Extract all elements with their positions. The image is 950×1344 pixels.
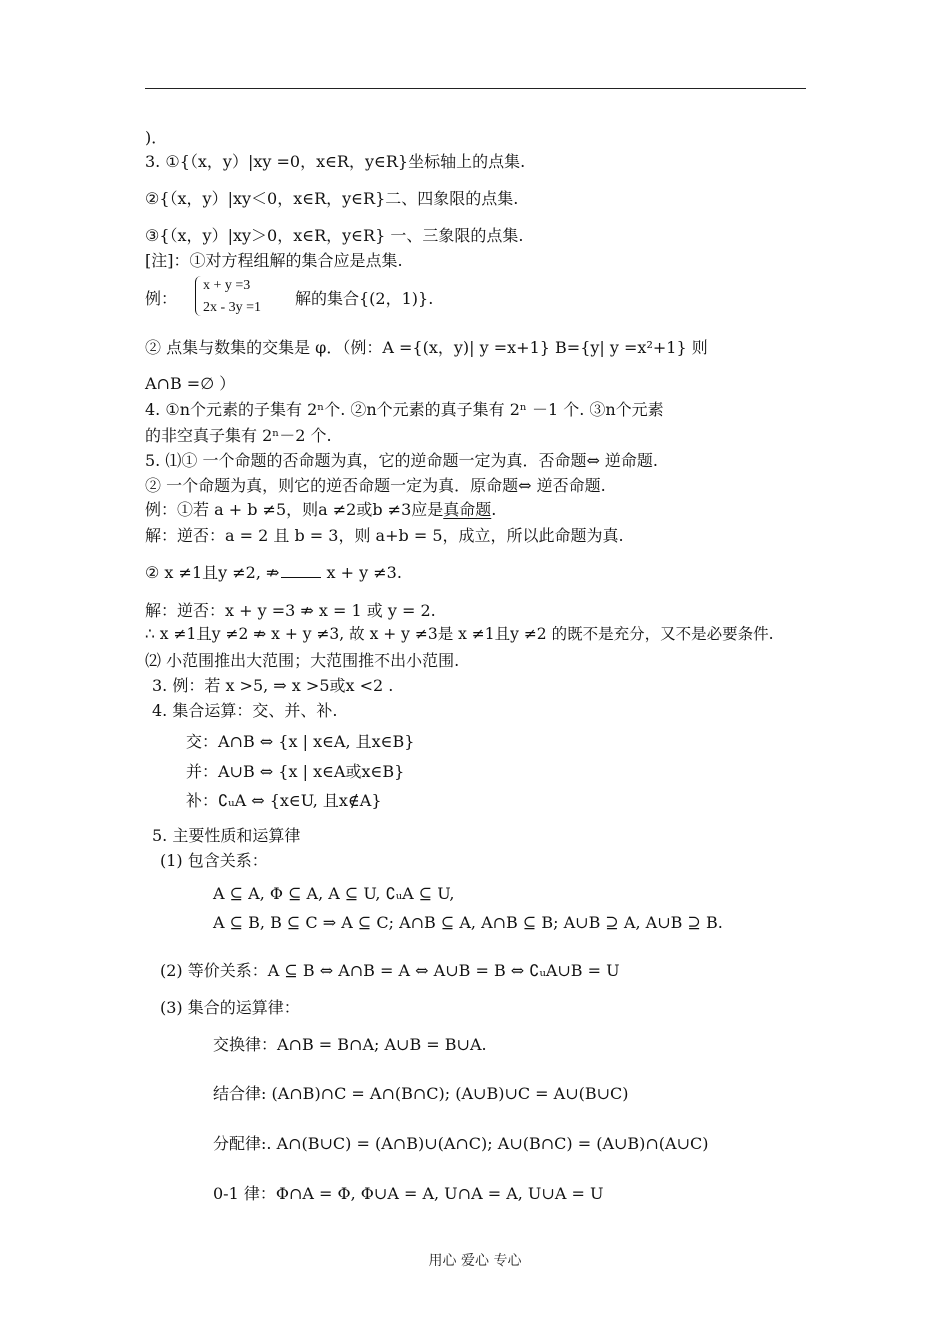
conclusion-text: x + y ≠3.	[321, 563, 402, 582]
subsection-heading: (1) 包含关系：	[160, 851, 268, 870]
equation-1: x + y =3	[203, 278, 251, 293]
text-line: 4. 集合运算：交、并、补.	[152, 701, 338, 720]
formula-inclusion-2: A ⊆ B, B ⊆ C ⇒ A ⊆ C; A∩B ⊆ A, A∩B ⊆ B; A∪B ⊇ A, A∪B ⊇ B.	[213, 913, 723, 932]
example-label: 例：	[145, 289, 178, 308]
text-line: ②{（x，y）|xy＜0，x∈R，y∈R}二、四象限的点集.	[145, 189, 519, 208]
text-line: 3. ①{（x，y）|xy =0，x∈R，y∈R}坐标轴上的点集.	[145, 152, 526, 171]
example-text: 例：①若 a + b ≠5，则a ≠2或b ≠3应是	[145, 500, 444, 519]
underlined-answer: 真命题	[443, 500, 492, 519]
formula-equivalence: (2) 等价关系：A ⊆ B ⇔ A∩B = A ⇔ A∪B = B ⇔ ∁ᵤA∪B = U	[160, 961, 620, 980]
text-line: 解：逆否：x + y =3 ⇏ x = 1 或 y = 2.	[145, 601, 436, 620]
equation-2: 2x - 3y =1	[203, 300, 262, 315]
example-solution: 解的集合{(2，1)}.	[295, 289, 434, 308]
condition-text: ② x ≠1且y ≠2, ⇏	[145, 563, 280, 582]
note-line: [注]：①对方程组解的集合应是点集.	[145, 251, 403, 270]
blank-line	[281, 577, 321, 578]
text-line: ⑵ 小范围推出大范围；大范围推不出小范围.	[145, 651, 460, 670]
text-line: )．	[145, 128, 168, 147]
example-line	[145, 502, 496, 518]
text-line: ② 一个命题为真，则它的逆否命题一定为真．原命题⇔ 逆否命题.	[145, 476, 606, 495]
formula-associative: 结合律: (A∩B)∩C = A∩(B∩C); (A∪B)∪C = A∪(B∪C)	[213, 1084, 629, 1103]
text-line: A∩B =∅ ）	[145, 374, 236, 393]
brace-icon	[195, 276, 202, 316]
formula-union: 并：A∪B ⇔ {x | x∈A或x∈B}	[186, 762, 405, 781]
text-line: 5. ⑴① 一个命题的否命题为真，它的逆命题一定为真．否命题⇔ 逆命题.	[145, 451, 659, 470]
text-line: 解：逆否：a = 2 且 b = 3，则 a+b = 5，成立，所以此命题为真.	[145, 526, 624, 545]
formula-zero-one: 0-1 律：Φ∩A = Φ, Φ∪A = A, U∩A = A, U∪A = U	[213, 1184, 604, 1203]
text-line: ② 点集与数集的交集是 φ．（例：A ={(x，y)| y =x+1} B={y| y =x²+1} 则	[145, 338, 708, 357]
formula-commutative: 交换律：A∩B = B∩A; A∪B = B∪A.	[213, 1035, 487, 1054]
formula-intersection: 交：A∩B ⇔ {x | x∈A, 且x∈B}	[186, 732, 415, 751]
text-line: ∴ x ≠1且y ≠2 ⇏ x + y ≠3, 故 x + y ≠3是 x ≠1且y ≠2 的既不是充分，又不是必要条件.	[145, 625, 774, 643]
example-end: .	[491, 500, 497, 519]
formula-inclusion-1: A ⊆ A, Φ ⊆ A, A ⊆ U, ∁ᵤA ⊆ U,	[213, 884, 455, 903]
equation-system	[195, 276, 285, 318]
section-heading: 5. 主要性质和运算律	[152, 826, 301, 845]
text-line: 4. ①n个元素的子集有 2ⁿ个. ②n个元素的真子集有 2ⁿ －1 个. ③n个元素	[145, 400, 664, 419]
formula-distributive: 分配律:. A∩(B∪C) = (A∩B)∪(A∩C); A∪(B∩C) = (A∪B)∩(A∪C)	[213, 1134, 709, 1153]
text-line: 3. 例：若 x >5, ⇒ x >5或x <2 .	[152, 676, 394, 695]
page-footer: 用心 爱心 专心	[428, 1253, 522, 1269]
text-line: 的非空真子集有 2ⁿ－2 个.	[145, 426, 332, 445]
example-line	[145, 565, 402, 581]
text-line: ③{（x，y）|xy＞0，x∈R，y∈R} 一、三象限的点集.	[145, 226, 524, 245]
formula-complement: 补：∁ᵤA ⇔ {x∈U, 且x∉A}	[186, 791, 382, 810]
header-rule	[145, 88, 806, 89]
subsection-heading: (3) 集合的运算律：	[160, 998, 300, 1017]
